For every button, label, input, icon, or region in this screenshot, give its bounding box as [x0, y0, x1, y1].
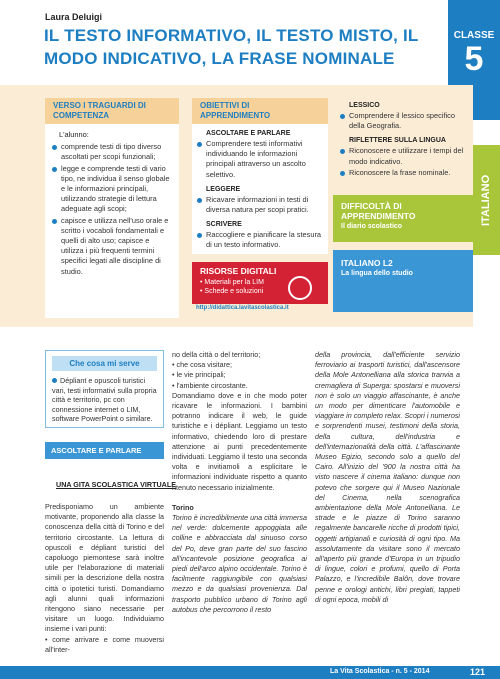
classe-number: 5	[464, 40, 484, 78]
cosa-mi-serve-box	[45, 350, 164, 428]
page-number: 121	[470, 667, 486, 677]
difficolta-heading: DIFFICOLTÀ DI APPRENDIMENTO	[341, 201, 416, 221]
l2-sub: La lingua dello studio	[341, 270, 413, 277]
list-item: legge e comprende testi di vario tipo, ne individua il senso globale e le informazioni principali, utilizzando strategie di lettura adeguate agli scopi;	[51, 164, 173, 215]
bullet-icon	[52, 219, 57, 224]
traguardi-heading: VERSO I TRAGUARDI DI COMPETENZA	[45, 98, 179, 124]
bullet-icon	[197, 198, 202, 203]
risorse-title: RISORSE DIGITALI	[200, 266, 277, 276]
list-item: Comprendere testi informativi individuando le informazioni principali attraverso un ascolto selettivo.	[196, 139, 322, 180]
torino-heading: Torino	[172, 502, 194, 512]
column-b-text: no della città o del territorio; • che cosa visitare; • le vie principali; • l'ambiente circostante. Domandiamo dove e in che modo poter ricavare le informazioni. I bambini potranno indicare il web, le guide turistiche e i dépliant. Leggiamo un testo informativo, chiedendo loro di prestare attenzione ai punti precedentemente individuati. Leggiamo il testo una seconda volta e invitiamoli a esplicitare le informazioni individuate rispetto a quanto ritenuto necessario inizialmente. Torino Torino è incredibilmente una città immersa nel verde: dolcemente appoggiata alle colline e abbracciata dal sinuoso corso del Po, deve gran parte del suo fascino all'incantevole posizione geografica ai piedi dell'arco alpino occidentale. Torino è facilmente raggiungibile con qualsiasi mezzo e da qualsiasi provenienza. Dal trasporto pubblico urbano di Torino agli autobus che percorrono il resto	[172, 350, 307, 614]
list-item: Riconoscere la frase nominale.	[339, 168, 467, 178]
author-name: Laura Deluigi	[45, 12, 103, 22]
page-title: IL TESTO INFORMATIVO, IL TESTO MISTO, IL MODO INDICATIVO, LA FRASE NOMINALE	[44, 26, 419, 68]
traguardi-intro: L'alunno:	[59, 130, 89, 139]
point-line: • come arrivare e come muoversi all'inter-	[45, 634, 164, 654]
list-item: Riconoscere e utilizzare i tempi del modo indicativo.	[339, 146, 467, 166]
risorse-item: • Schede e soluzioni	[200, 288, 264, 295]
bullet-icon	[340, 171, 345, 176]
difficolta-box	[333, 195, 473, 242]
cosa-mi-serve-heading: Che cosa mi serve	[52, 356, 157, 371]
bullet-icon	[52, 145, 57, 150]
list-item: Comprendere il lessico specifico della Geografia.	[339, 111, 467, 131]
obiettivi-section-label: ASCOLTARE E PARLARE	[206, 130, 291, 137]
obiettivi-heading: OBIETTIVI DI APPRENDIMENTO	[192, 98, 328, 124]
traguardi-box	[45, 98, 179, 318]
classe-label: CLASSE	[453, 30, 495, 41]
traguardi-list	[45, 142, 179, 277]
difficolta-sub: Il diario scolastico	[341, 223, 403, 230]
obiettivi-box	[192, 98, 328, 254]
cosa-mi-serve-text: Dépliant e opuscoli turistici vari, testi informativi sulla propria città e territorio, pc con connessione internet o LIM, software PowerPoint o similare.	[52, 376, 157, 424]
list-item: Ricavare informazioni in testi di diversa natura per scopi pratici.	[196, 195, 322, 215]
lessico-box	[335, 98, 471, 179]
risorse-item: • Materiali per la LIM	[200, 279, 264, 286]
magazine-footer: La Vita Scolastica - n. 5 - 2014	[330, 668, 430, 675]
column-c-text: della provincia, dall'efficiente servizio ferroviario ai trasporti turistici, dall'ascensore della Mole Antonelliana alla storica tranvia a cremagliera di Superga: spostarsi e muoversi non è solo un viaggio affascinante, è anche un modo per dimenticare l'automobile e viaggiare in completo relax. Scopri i numerosi e sorprendenti musei, testimoni della storia, della cultura, dell'industria e dell'internazionalità della città. L'affascinante Museo Egizio, secondo solo a quello del Cairo. All'inizio del '900 la nostra città ha visto nascere il cinema italiano: dunque non potevo che sorgere qui il Museo Nazionale del Cinema, nella scenografica ambientazione della Mole Antonelliana. Le strade e le piazze di Torino saranno regalmente bancarelle ricche di prodotti tipici, oggetti artigianali e curiosità di ogni tipo. Ma assolutamente da visitare sono il mercato all'aperto più grande d'Europa in un tripudio di lingue, colori e profumi, quello di Porta Palazzo, e l'incredibile Balôn, dove trovare penne e orologi antichi, libri pregiati, tappeti di ogni epoca, mobili di	[315, 350, 461, 604]
italiano-l2-box	[333, 250, 473, 312]
torino-text: Torino è incredibilmente una città immersa nel verde: dolcemente appoggiata alle colline e abbracciata dal sinuoso corso del Po, deve gran parte del suo fascino all'incantevole posizione geografica ai piedi dell'arco alpino occidentale. Torino è facilmente raggiungibile con qualsiasi mezzo e da qualsiasi provenienza. Dal trasporto pubblico urbano di Torino agli autobus che percorrono il resto	[172, 513, 307, 614]
bullet-icon	[340, 149, 345, 154]
list-item: Raccogliere e pianificare la stesura di un testo informativo.	[196, 230, 322, 250]
hand-pointer-icon	[288, 276, 312, 300]
obiettivi-section-label: LEGGERE	[206, 185, 241, 193]
bullet-icon	[340, 114, 345, 119]
list-item: comprende testi di tipo diverso ascoltati per scopi funzionali;	[51, 142, 173, 162]
unit-title: UNA GITA SCOLASTICA VIRTUALE	[56, 480, 177, 489]
bullet-icon	[197, 233, 202, 238]
risorse-link[interactable]: http://didattica.lavitascolastica.it	[196, 305, 289, 311]
bullet-icon	[52, 378, 57, 383]
lessico-label: LESSICO	[349, 102, 380, 109]
riflettere-label: RIFLETTERE SULLA LINGUA	[349, 137, 446, 145]
l2-heading: ITALIANO L2	[341, 258, 393, 268]
obiettivi-section-label: SCRIVERE	[206, 221, 242, 229]
bullet-icon	[52, 167, 57, 172]
bullet-icon	[197, 142, 202, 147]
subject-label: ITALIANO	[480, 174, 492, 226]
column-b-paragraph: Domandiamo dove e in che modo poter ricavare le informazioni. I bambini potranno indicare il web, le guide turistiche e i dépliant. Leggiamo un testo informativo, chiedendo loro di prestare attenzione ai punti precedentemente individuati. Leggiamo il testo una seconda volta e invitiamoli a esplicitare le informazioni individuate rispetto a quanto ritenuto necessario inizialmente.	[172, 390, 307, 492]
list-item: capisce e utilizza nell'uso orale e scritto i vocaboli fondamentali e quelli di alto uso; capisce e utilizza i più frequenti termini specifici legati alle discipline di studio.	[51, 216, 173, 277]
ascoltare-heading: ASCOLTARE E PARLARE	[45, 442, 164, 459]
ascoltare-body: Predisponiamo un ambiente motivante, proponendo alla classe la conoscenza della città di Torino e del territorio circostante. La lettura di opuscoli e dépliant turistici del capoluogo piemontese sarà inoltre utile per l'elaborazione di materiali simili per la descrizione della nostra città o ipotetici turisti. Domandiamo agli alunni quali informazioni ritengono siano necessarie per visitare un luogo. Individuiamo insieme i vari punti: • come arrivare e come muoversi all'inter-	[45, 502, 164, 654]
